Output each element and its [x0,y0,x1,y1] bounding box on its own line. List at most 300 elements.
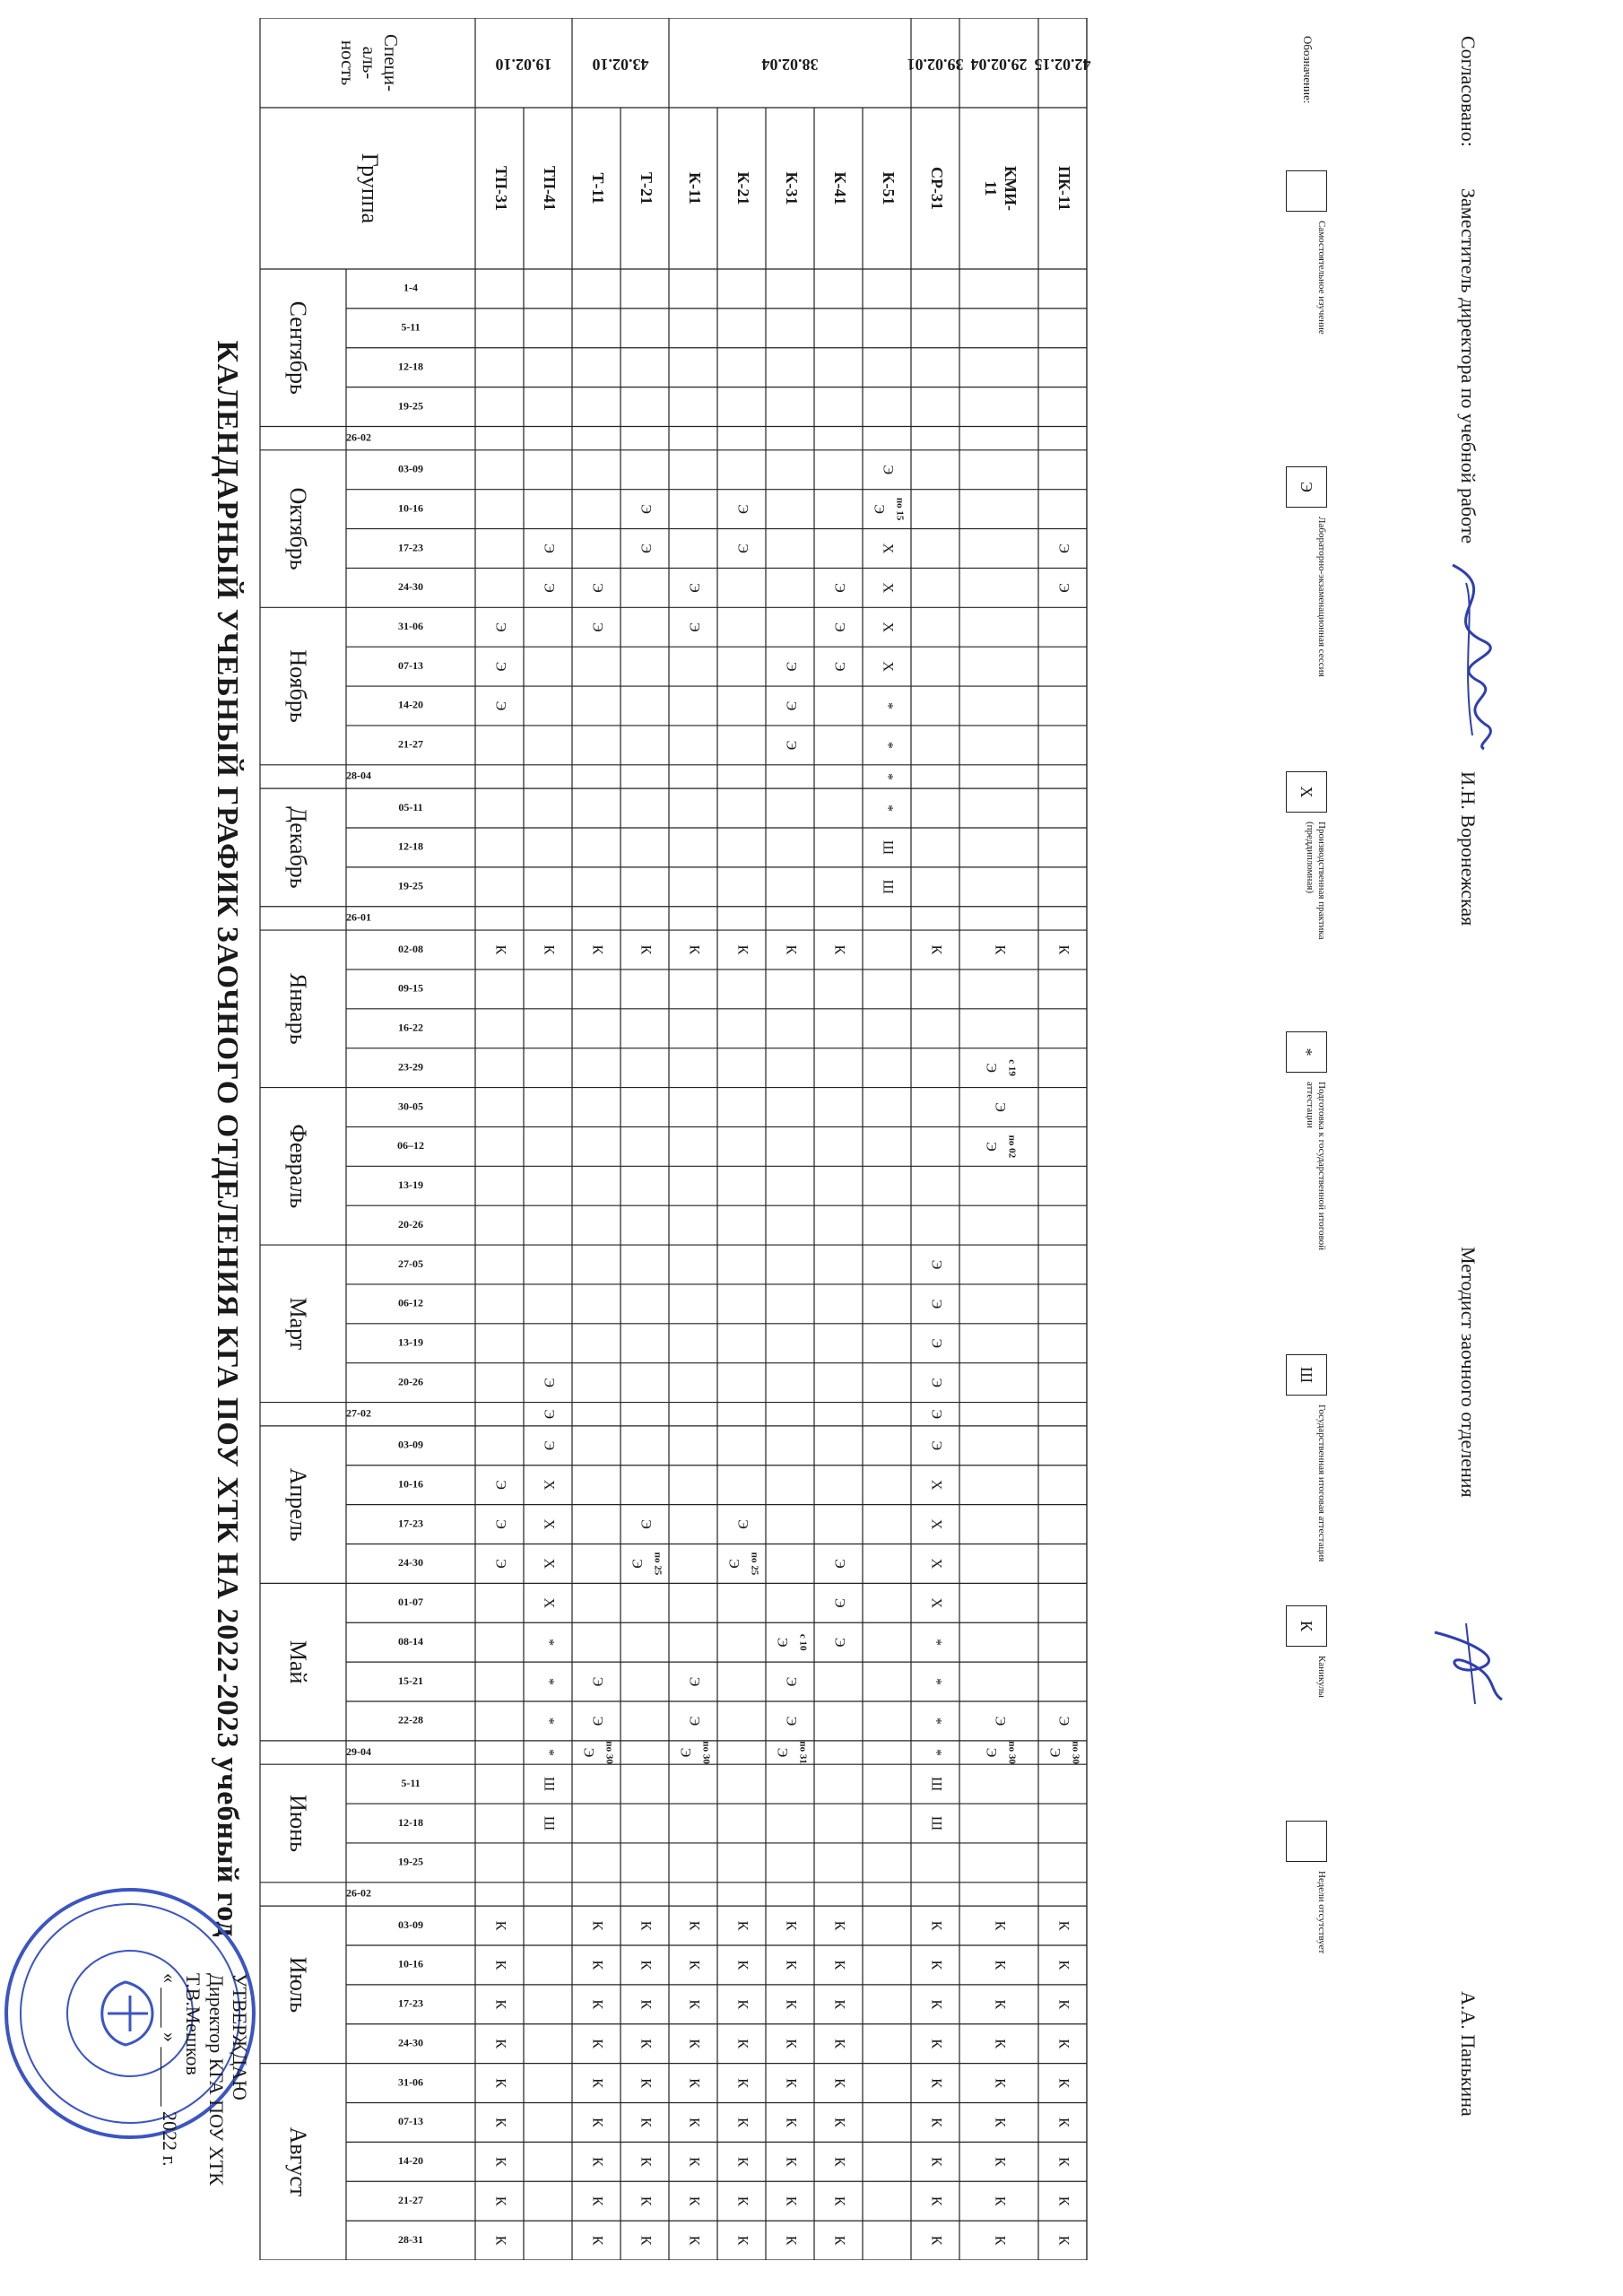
schedule-mark: К [831,1960,847,1970]
schedule-mark: Э [1046,1747,1063,1758]
week-label: 08-14 [398,1634,423,1648]
schedule-mark: Э [983,1142,999,1152]
schedule-mark: К [992,2156,1008,2167]
week-label: 27-02 [346,1406,371,1420]
schedule-mark: Э [774,1747,790,1758]
group-name: ПК-11 [1055,165,1073,212]
schedule-mark: К [831,2196,847,2206]
schedule-mark: К [1055,2235,1072,2246]
legend-symbol [1286,1821,1327,1862]
schedule-sheet [36,18,1596,2260]
schedule-mark: К [928,2078,944,2088]
schedule-mark: Э [831,661,847,672]
legend-label: Лабораторно-экзаменационная сессия [1316,517,1327,677]
group-name: К-11 [685,171,704,205]
approval-line-1: УТВЕРЖДАЮ [229,1973,251,2100]
week-label: 07-13 [398,658,423,672]
schedule-mark: К [928,944,944,955]
schedule-mark: Э [734,504,751,514]
methodist-signature [1426,1614,1515,1713]
schedule-mark: Э [831,1637,847,1648]
schedule-mark: К [686,2196,702,2206]
schedule-mark: К [831,1999,847,2010]
group-name: К-51 [879,171,898,205]
week-label: 02-08 [398,942,423,955]
schedule-mark: Э [928,1338,944,1349]
schedule-mark: Ш [541,1815,557,1831]
week-label: 03-09 [398,1438,423,1451]
schedule-mark: Э [983,1063,999,1073]
week-label: 31-06 [398,2075,423,2089]
approval-line-3: Т.В.Мешков [182,1973,204,2075]
schedule-mark: Э [831,622,847,632]
schedule-mark: К [492,1960,508,1970]
schedule-mark: * [541,1717,557,1725]
schedule-mark: К [492,2078,508,2088]
schedule-mark: * [928,1678,944,1686]
schedule-mark: Э [686,1676,702,1687]
month-label: Ноябрь [285,649,312,723]
legend-label: Каникулы [1316,1656,1327,1698]
schedule-mark: Э [928,1259,944,1270]
schedule-mark: * [541,1678,557,1686]
schedule-mark: Э [725,1559,742,1569]
schedule-mark: К [1055,2039,1072,2049]
week-label: 14-20 [398,698,423,711]
group-name: КМИ-11 [981,165,1020,212]
schedule-mark: Х [928,1518,944,1530]
schedule-mark: Э [734,1519,751,1529]
schedule-mark: К [541,944,557,955]
schedule-mark: * [928,1717,944,1725]
schedule-mark: К [638,1999,654,2010]
schedule-mark: Э [686,583,702,593]
schedule-mark: К [492,2156,508,2167]
week-label: 15-21 [398,1674,423,1687]
schedule-mark: К [928,2196,944,2206]
schedule-mark: Э [992,1102,1008,1112]
week-label: 10-16 [398,1957,423,1970]
schedule-mark: Э [774,1637,790,1648]
week-label: 17-23 [398,1517,423,1530]
legend-symbol: Э [1286,466,1327,508]
schedule-mark: Х [541,1597,557,1609]
month-label: Январь [285,973,312,1045]
week-label: 19-25 [398,879,423,892]
schedule-mark: К [589,2196,605,2206]
legend-label: Самостоятельное изучение [1316,221,1327,335]
week-label: 13-19 [398,1335,423,1349]
schedule-mark: К [734,1999,751,2010]
schedule-mark: К [734,2118,751,2127]
schedule-mark: К [638,2235,654,2246]
specialty-code: 39.02.01 [907,55,964,74]
approval-line-2: Директор КГА ПОУ ХТК [205,1973,228,2186]
schedule-mark: К [1055,2196,1072,2206]
schedule-mark: К [686,2039,702,2049]
schedule-mark: К [992,2078,1008,2088]
specialty-code: 29.02.04 [970,55,1028,74]
schedule-mark: Э [589,1716,605,1726]
week-label: 26-02 [346,430,371,444]
week-label: 12-18 [398,360,423,373]
schedule-note: с 10 [797,1633,809,1651]
week-label: 19-25 [398,399,423,413]
schedule-note: с 19 [1006,1059,1018,1076]
schedule-mark: Х [928,1597,944,1609]
schedule-mark: К [492,1920,508,1931]
month-label: Февраль [285,1124,312,1209]
week-label: 22-28 [398,1713,423,1726]
schedule-mark: К [783,1960,799,1970]
schedule-mark: Э [831,1559,847,1569]
schedule-table [197,18,1596,2260]
week-label: 10-16 [398,1477,423,1491]
schedule-mark: Э [492,1519,508,1529]
schedule-mark: К [783,1920,799,1931]
schedule-mark: К [783,2039,799,2049]
week-label: 12-18 [398,1815,423,1829]
schedule-mark: К [492,2235,508,2246]
month-label: Март [285,1297,312,1351]
schedule-mark: К [686,2078,702,2088]
schedule-mark: Х [880,543,896,554]
schedule-mark: Э [928,1299,944,1309]
schedule-mark: К [638,2118,654,2127]
week-label: 24-30 [398,580,423,594]
schedule-mark: К [1055,2078,1072,2088]
schedule-mark: К [492,2118,508,2127]
legend [1237,36,1336,2233]
schedule-mark: К [589,1960,605,1970]
schedule-mark: К [831,1920,847,1931]
schedule-mark: К [686,2156,702,2167]
schedule-mark: К [831,2078,847,2088]
week-label: 27-05 [398,1257,423,1270]
month-label: Май [285,1639,312,1684]
week-label: 20-26 [398,1375,423,1388]
week-label: 30-05 [398,1100,423,1113]
schedule-mark: К [783,2156,799,2167]
schedule-mark: К [492,944,508,955]
schedule-mark: К [992,1999,1008,2010]
schedule-mark: К [992,2196,1008,2206]
schedule-mark: Х [541,1558,557,1570]
schedule-mark: Э [686,622,702,632]
methodist-name: А.А. Панькина [1457,1991,1480,2117]
schedule-mark: К [992,2118,1008,2127]
schedule-mark: К [638,2078,654,2088]
page-title: КАЛЕНДАРНЫЙ УЧЕБНЫЙ ГРАФИК ЗАОЧНОГО ОТДЕЛЕНИЯ КГА ПОУ ХТК НА 2022-2023 учебный год [211,340,244,1938]
schedule-mark: * [880,804,896,813]
week-label: 03-09 [398,1918,423,1931]
schedule-note: по 30 [603,1741,615,1764]
week-label: 31-06 [398,619,423,632]
week-label: 05-11 [398,800,423,813]
schedule-mark: К [992,1960,1008,1970]
schedule-mark: К [992,944,1008,955]
schedule-mark: К [783,2118,799,2127]
schedule-mark: К [686,2235,702,2246]
schedule-mark: К [831,2039,847,2049]
schedule-note: по 25 [652,1552,664,1576]
month-label: Декабрь [285,806,312,889]
schedule-mark: Э [734,544,751,553]
group-name: Т-21 [637,172,655,204]
legend-symbol: К [1286,1605,1327,1647]
legend-symbol: Х [1286,771,1327,813]
schedule-mark: Э [686,1716,702,1726]
schedule-mark: К [686,1960,702,1970]
footer [1408,36,1480,2233]
week-label: 16-22 [398,1021,423,1034]
legend-caption: Обозначение: [1301,36,1315,104]
schedule-mark: К [734,2156,751,2167]
header-group: Группа [357,152,384,224]
month-label: Октябрь [285,487,312,570]
schedule-mark: Э [492,700,508,711]
schedule-note: по 25 [749,1552,760,1576]
schedule-mark: Э [541,1409,557,1420]
schedule-mark: Х [541,1479,557,1491]
schedule-mark: К [831,2235,847,2246]
specialty-code: 42.02.15 [1034,55,1091,74]
schedule-mark: К [783,1999,799,2010]
schedule-mark: К [734,944,751,955]
week-label: 26-01 [346,910,371,924]
week-label: 5-11 [401,1776,421,1789]
week-label: 17-23 [398,1996,423,2010]
week-label: 24-30 [398,1556,423,1570]
schedule-mark: Э [783,740,799,751]
schedule-mark: К [1055,2118,1072,2127]
methodist-title: Методист заочного отделения [1457,1247,1480,1498]
schedule-mark: К [589,2039,605,2049]
schedule-mark: Э [928,1409,944,1420]
schedule-mark: К [734,1960,751,1970]
month-label: Сентябрь [285,300,312,395]
group-name: ТП-41 [540,165,559,212]
schedule-mark: К [992,1920,1008,1931]
legend-symbol: Ш [1286,1354,1327,1396]
schedule-mark: К [492,1999,508,2010]
legend-symbol [1286,170,1327,212]
legend-label: Государственная итоговая аттестация [1316,1405,1327,1562]
schedule-mark: К [992,2039,1008,2049]
week-label: 10-16 [398,501,423,515]
schedule-mark: К [992,2235,1008,2246]
week-label: 13-19 [398,1178,423,1192]
schedule-mark: Х [928,1479,944,1491]
week-label: 1-4 [404,281,418,294]
schedule-mark: К [928,1920,944,1931]
approval-block [158,1973,251,2224]
schedule-mark: К [783,2235,799,2246]
week-label: 29-04 [346,1744,371,1758]
schedule-mark: Э [871,504,887,514]
week-label: 21-27 [398,2193,423,2206]
schedule-mark: Х [880,582,896,594]
schedule-mark: Э [638,1519,654,1529]
schedule-mark: К [928,1999,944,2010]
week-label: 28-31 [398,2232,423,2246]
schedule-mark: К [686,1999,702,2010]
schedule-mark: К [783,2078,799,2088]
schedule-mark: Х [928,1558,944,1570]
schedule-mark: К [783,2196,799,2206]
schedule-mark: К [734,2196,751,2206]
schedule-mark: К [638,1960,654,1970]
schedule-mark: К [589,944,605,955]
schedule-mark: К [783,944,799,955]
schedule-mark: К [638,944,654,955]
month-label: Июнь [285,1795,312,1852]
week-label: 03-09 [398,462,423,475]
week-label: 01-07 [398,1596,423,1609]
legend-label: Производственная практика (преддипломная) [1305,822,1327,940]
schedule-mark: К [589,1920,605,1931]
schedule-mark: К [686,944,702,955]
schedule-note: по 30 [700,1741,712,1764]
schedule-note: по 30 [1070,1741,1081,1764]
specialty-code: 43.02.10 [592,55,649,74]
schedule-mark: К [928,2156,944,2167]
deputy-name: И.Н. Воронежская [1457,771,1480,926]
week-label: 21-27 [398,737,423,751]
schedule-mark: Э [831,1598,847,1608]
week-label: 20-26 [398,1217,423,1231]
schedule-mark: Э [492,661,508,672]
week-label: 17-23 [398,541,423,554]
schedule-mark: Х [880,661,896,672]
schedule-mark: Ш [928,1777,944,1792]
header-specialty: Специ-аль-ность [337,33,403,92]
schedule-mark: * [880,741,896,749]
schedule-mark: Э [541,1440,557,1451]
legend-symbol: * [1286,1031,1327,1073]
schedule-mark: Э [492,1559,508,1569]
week-label: 07-13 [398,2115,423,2128]
schedule-note: по 31 [797,1741,809,1764]
week-label: 09-15 [398,981,423,995]
schedule-mark: * [541,1639,557,1647]
schedule-mark: Э [638,504,654,514]
schedule-mark: Э [541,1378,557,1387]
schedule-mark: К [734,2078,751,2088]
schedule-mark: К [734,2235,751,2246]
schedule-mark: К [686,2118,702,2127]
schedule-mark: К [928,2118,944,2127]
schedule-mark: К [686,1920,702,1931]
schedule-mark: К [492,2196,508,2206]
schedule-mark: Э [831,583,847,593]
schedule-mark: К [831,944,847,955]
schedule-mark: Э [928,1378,944,1387]
schedule-mark: К [589,1999,605,2010]
schedule-mark: Э [589,1676,605,1687]
schedule-mark: * [880,772,896,780]
group-name: К-41 [830,171,849,205]
schedule-mark: * [541,1749,557,1757]
schedule-mark: К [1055,1920,1072,1931]
schedule-mark: К [734,1920,751,1931]
group-name: ТП-31 [491,165,510,212]
schedule-note: по 30 [1006,1741,1018,1764]
schedule-mark: Э [492,622,508,632]
group-name: Т-11 [588,172,607,204]
schedule-mark: К [928,2039,944,2049]
schedule-mark: Э [589,583,605,593]
group-name: СР-31 [927,167,946,210]
schedule-mark: Х [880,622,896,633]
week-label: 14-20 [398,2154,423,2168]
schedule-mark: Э [783,661,799,672]
schedule-mark: Э [580,1747,596,1758]
schedule-mark: * [928,1749,944,1757]
schedule-mark: К [589,2156,605,2167]
week-label: 28-04 [346,769,371,782]
schedule-mark: Х [541,1518,557,1530]
schedule-mark: * [928,1639,944,1647]
schedule-mark: К [831,2156,847,2167]
schedule-note: по 15 [894,497,906,521]
schedule-mark: К [1055,1999,1072,2010]
schedule-mark: К [734,2039,751,2049]
schedule-mark: К [1055,2156,1072,2167]
schedule-mark: К [638,1920,654,1931]
month-label: Апрель [285,1467,312,1542]
schedule-mark: Ш [880,839,896,856]
schedule-mark: Э [1055,544,1072,553]
week-label: 06-12 [398,1296,423,1309]
legend-label: Подготовка к государственной итоговой аттестации [1305,1082,1327,1251]
week-label: 5-11 [401,320,421,334]
schedule-mark: Э [783,700,799,711]
schedule-mark: К [1055,1960,1072,1970]
schedule-mark: Э [880,465,896,475]
schedule-mark: К [589,2235,605,2246]
week-label: 23-29 [398,1060,423,1074]
schedule-mark: Э [783,1716,799,1726]
specialty-code: 19.02.10 [495,55,552,74]
schedule-mark: Э [629,1559,645,1569]
week-label: 12-18 [398,839,423,853]
schedule-mark: Э [589,622,605,632]
schedule-mark: Ш [880,879,896,894]
schedule-mark: Э [1055,583,1072,593]
schedule-mark: Э [541,544,557,553]
approval-line-4: « ____ » ______ 2022 г. [159,1973,181,2167]
specialty-code: 38.02.04 [761,55,819,74]
schedule-mark: Э [983,1747,999,1758]
group-name: К-21 [733,171,752,205]
schedule-mark: К [928,2235,944,2246]
schedule-mark: Э [1055,1716,1072,1726]
agreed-label: Согласовано: [1457,36,1480,147]
schedule-mark: * [880,701,896,709]
schedule-mark: К [831,2118,847,2127]
week-label: 24-30 [398,2036,423,2049]
schedule-mark: Э [638,544,654,553]
schedule-mark: Ш [541,1777,557,1792]
deputy-title: Заместитель директора по учебной работе [1457,188,1480,544]
schedule-mark: К [589,2078,605,2088]
schedule-mark: К [589,2118,605,2127]
schedule-mark: Ш [928,1815,944,1831]
schedule-mark: К [638,2039,654,2049]
schedule-mark: К [638,2156,654,2167]
group-name: К-31 [782,171,801,205]
